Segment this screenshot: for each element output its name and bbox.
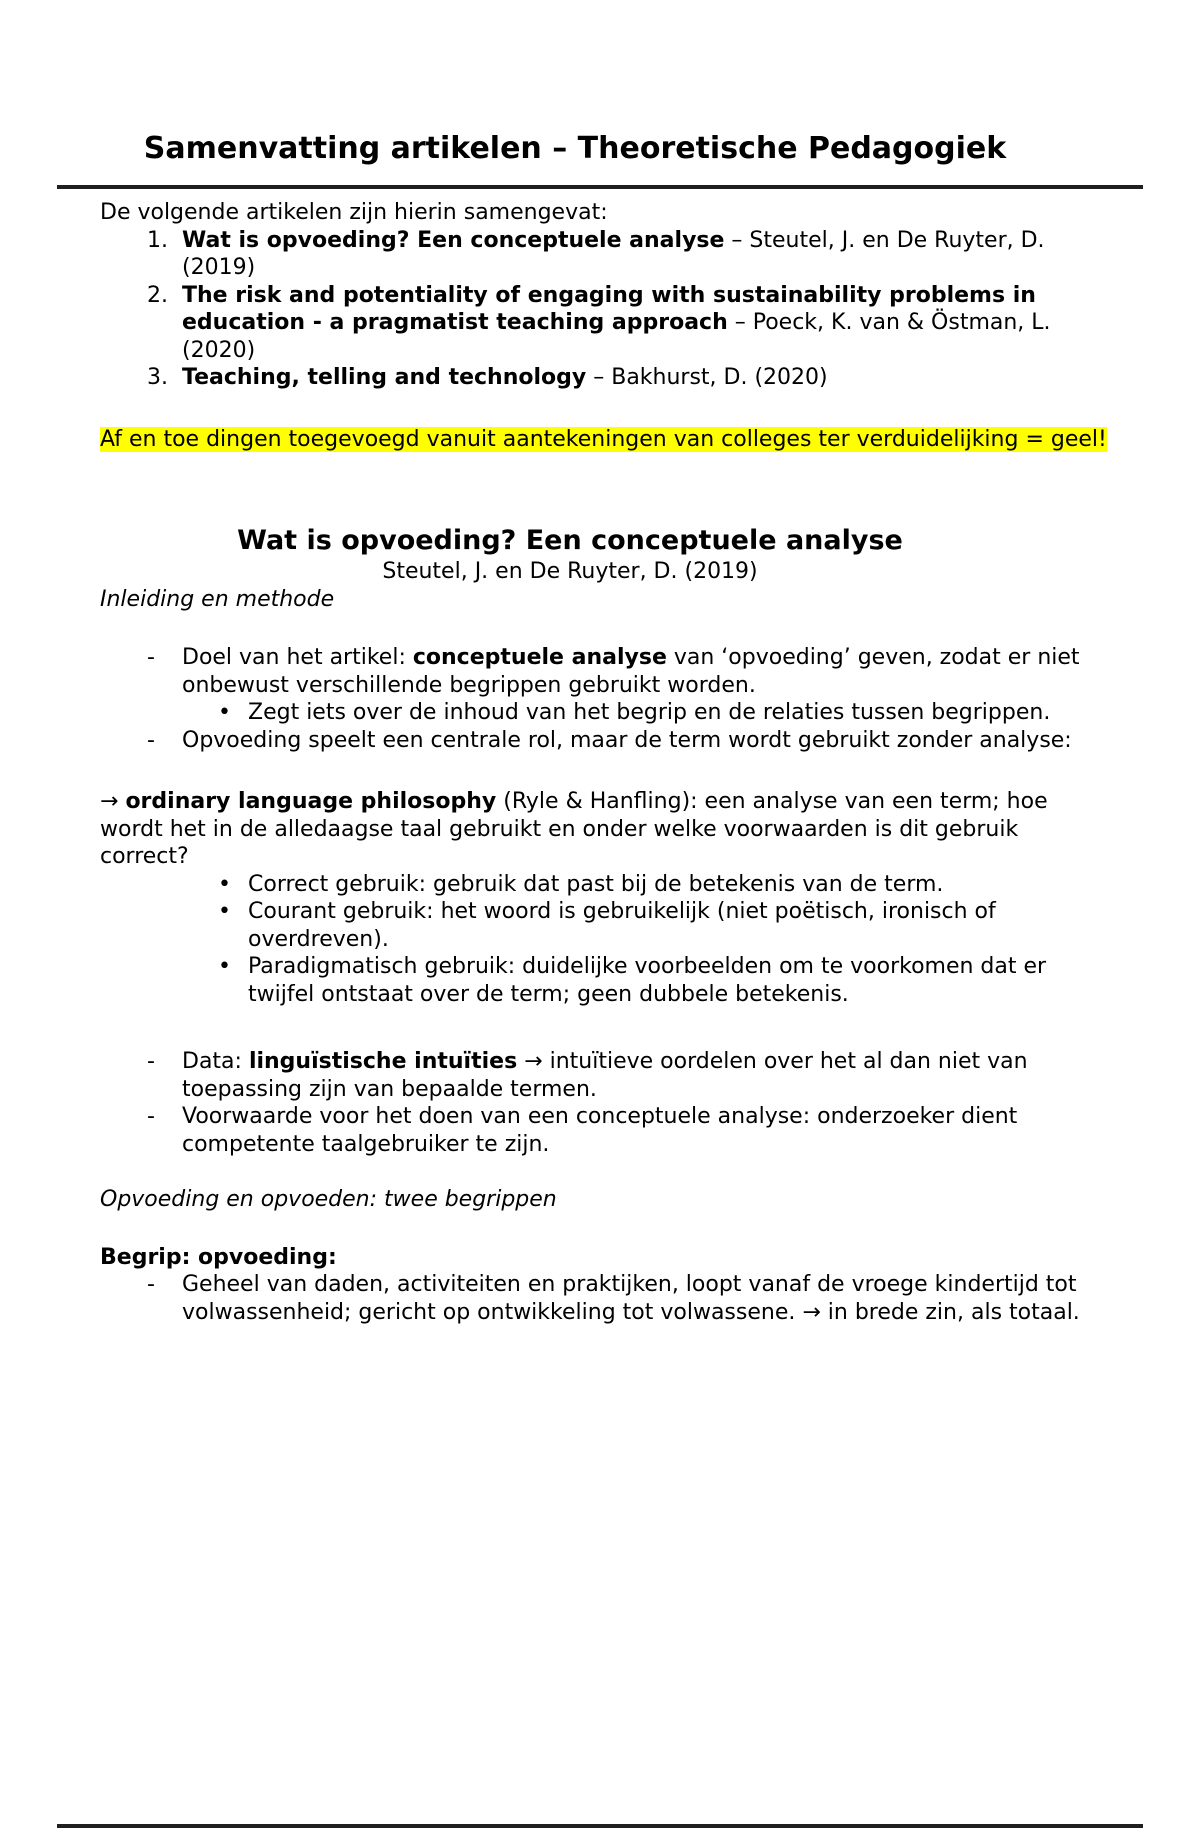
begrip-list (100, 1271, 1110, 1326)
list-item (100, 871, 1110, 899)
inleiding-list (100, 644, 1110, 754)
highlighted-text: Af en toe dingen toegevoegd vanuit aantekeningen van colleges ter verduidelijking = geel! (100, 426, 1107, 452)
list-item-text: Correct gebruik: gebruik dat past bij de betekenis van de term. (248, 871, 944, 897)
begrip-heading: Begrip: opvoeding: (100, 1244, 337, 1270)
list-number: 1. (147, 227, 168, 253)
olp-bold: ordinary language philosophy (125, 789, 497, 814)
document-page (0, 130, 1200, 1326)
bullet-marker: • (218, 871, 231, 897)
list-item (100, 727, 1110, 755)
article-authors: Steutel, J. en De Ruyter, D. (2019) (382, 559, 758, 584)
page-title: Samenvatting artikelen – Theoretische Pedagogiek (143, 131, 1007, 166)
list-item-text: Paradigmatisch gebruik: duidelijke voorbeelden om te voorkomen dat er twijfel ontstaat over de term; geen dubbele betekenis. (248, 954, 1047, 1007)
doel-pre: Doel van het artikel: (182, 645, 413, 670)
data-list (100, 1048, 1110, 1158)
list-item-text (182, 1048, 1110, 1103)
list-item (100, 953, 1110, 1008)
doel-post: van ‘opvoeding’ geven, zodat er niet onbewust verschillende begrippen gebruikt worden. (182, 645, 1080, 698)
article-title-bold: The risk and potentiality of engaging with sustainability problems in education - a pragmatist teaching approach (182, 282, 1036, 335)
list-item-text: Geheel van daden, activiteiten en praktijken, loopt vanaf de vroege kindertijd tot volwassenheid; gericht op ontwikkeling tot volwassene. → in brede zin, als totaal. (182, 1272, 1080, 1325)
list-item-text (182, 644, 1110, 699)
highlight-note (100, 426, 1110, 454)
article-reference: – Bakhurst, D. (2020) (586, 365, 828, 390)
bullet-marker: • (218, 700, 231, 725)
list-item (100, 699, 1110, 727)
sub-bullet-list (100, 699, 1110, 727)
list-item-text: Zegt iets over de inhoud van het begrip en de relaties tussen begrippen. (248, 700, 1051, 725)
article-list-item (100, 227, 1110, 282)
list-item (100, 1271, 1110, 1326)
data-post: → intuïtieve oordelen over het al dan niet van toepassing zijn van bepaalde termen. (182, 1049, 1028, 1102)
article-heading: Wat is opvoeding? Een conceptuele analyse (237, 525, 903, 556)
list-item (100, 644, 1110, 699)
list-item-text: Voorwaarde voor het doen van een conceptuele analyse: onderzoeker dient competente taalgebruiker te zijn. (182, 1104, 1018, 1157)
doel-bold: conceptuele analyse (412, 645, 667, 670)
article-title-bold: Teaching, telling and technology (182, 365, 587, 390)
article-reference: – Poeck, K. van & Östman, L. (2020) (182, 310, 1051, 363)
list-item-text: Opvoeding speelt een centrale rol, maar de term wordt gebruikt zonder analyse: (182, 727, 1072, 753)
list-item (100, 1048, 1110, 1103)
data-bold: linguïstische intuïties (248, 1049, 518, 1074)
article-entry (182, 364, 1110, 392)
article-reference: – Steutel, J. en De Ruyter, D. (2019) (182, 227, 1045, 280)
olp-paragraph (100, 788, 1110, 871)
article-list (100, 227, 1110, 392)
list-number: 2. (147, 282, 168, 308)
section-label-inleiding: Inleiding en methode (100, 586, 335, 612)
bullet-marker: • (218, 899, 231, 924)
olp-bullet-list (100, 871, 1110, 1009)
arrow-glyph: → (100, 789, 126, 814)
dash-marker: - (147, 727, 155, 753)
section-label-begrippen: Opvoeding en opvoeden: twee begrippen (100, 1187, 557, 1212)
dash-marker: - (147, 1104, 155, 1129)
dash-marker: - (147, 1049, 155, 1074)
list-item-text: Courant gebruik: het woord is gebruikelijk (niet poëtisch, ironisch of overdreven). (248, 899, 996, 952)
article-list-item (100, 364, 1110, 392)
page-bottom-rule (57, 1824, 1143, 1828)
article-entry (182, 282, 1110, 365)
list-item (100, 1103, 1110, 1158)
dash-marker: - (147, 1272, 155, 1297)
article-entry (182, 227, 1110, 282)
article-title-bold: Wat is opvoeding? Een conceptuele analyse (182, 227, 725, 253)
intro-line: De volgende artikelen zijn hierin samengevat: (100, 200, 608, 225)
dash-marker: - (147, 645, 155, 670)
list-number: 3. (147, 365, 168, 390)
list-item (100, 898, 1110, 953)
bullet-marker: • (218, 954, 231, 979)
data-pre: Data: (182, 1049, 249, 1074)
article-list-item (100, 282, 1110, 365)
olp-post: (Ryle & Hanfling): een analyse van een term; hoe wordt het in de alledaagse taal gebruikt en onder welke voorwaarden is dit gebruik correct? (100, 789, 1048, 869)
